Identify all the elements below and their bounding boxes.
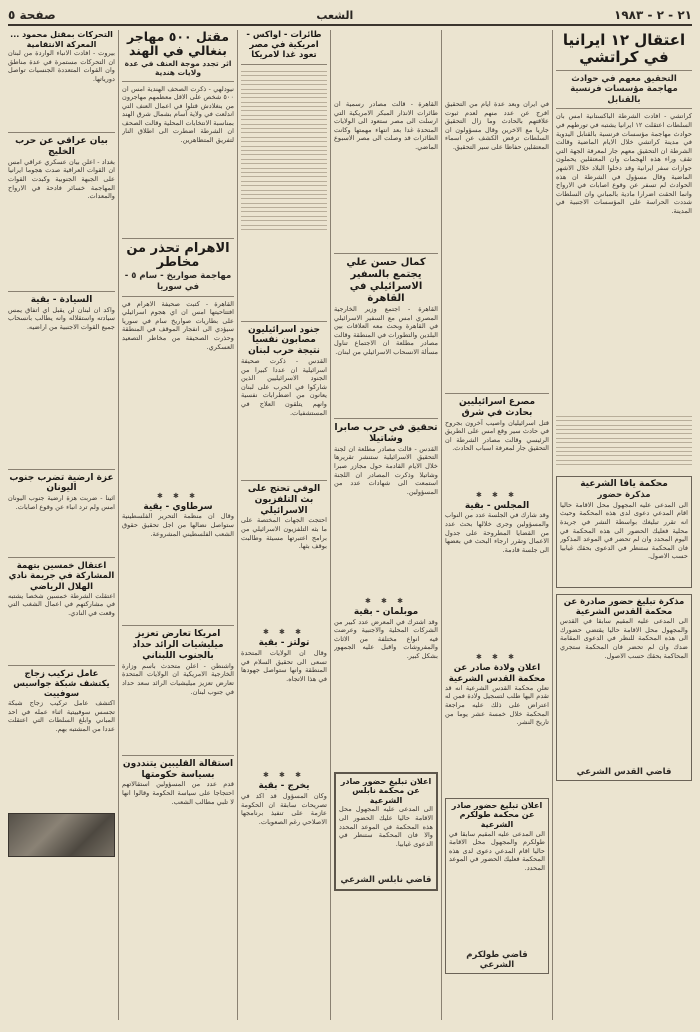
article-iranians: كراتشي - افادت الشرطة الباكستانية امس بان السلطات اعتقلت ١٢ ايرانيا يشتبه في تورطهم في حوادث مهاجمة مؤسسات فرنسية بالقنابل اليدوية في مدينة كراتشي خلال الايام الماضية وقالت الشرطة ان التحقيق معهم جار لمعرفة الجهة التي تقف وراء هذه الهجمات وان المعتقلين يحملون جوازات سفر ايرانية وقد دخلوا البلاد خلال الاشهر الماضية وقال مسؤول في الشرطة ان هذه الحوادث لم تسفر عن وقوع اصابات في الارواح وانما الحقت اضرارا مادية بالمباني وان السلطات شددت الحراسة على المؤسسات الاجنبية في المدينة. [556,112,692,215]
column-3: القاهرة - قالت مصادر رسمية ان طائرات الانذار المبكر الامريكية التي ارسلت الى مصر ستعود الى الولايات المتحدة غدا بعد انتهاء مهمتها وكانت الطائرات قد وصلت الى مصر الاسبوع الماضي. كمال حسن علي يجتمع بالسفير الاسرائيلي في القاهرة القاهرة - اجتمع وزير الخارجية المصري امس مع السفير الاسرائيلي في القاهرة وبحث معه العلاقات بين البلدين والتطورات في المنطقة وقالت مصادر مطلعة ان الاجتماع تناول مسألة الانسحاب الاسرائيلي من لبنان. تحقيق في حرب صابرا وشاتيلا القدس - قالت مصادر مطلعة ان لجنة التحقيق الاسرائيلية ستنشر تقريرها خلال الايام القادمة حول مجازر صبرا وشاتيلا وذكرت المصادر ان اللجنة استمعت الى شهادات عدد من المسؤولين. ✱ ✱ ✱ موبلمان - بقية وقد اشترك في المعرض عدد كبير من الشركات المحلية والاجنبية وعرضت فيه انواع مختلفة من الاثاث والمفروشات واقبل عليه الجمهور بشكل كبير. اعلان تبليغ حضور صادر عن محكمة نابلس الشرعية الى المدعى عليه المجهول محل الاقامة حاليا عليك الحضور الى هذه المحكمة في الموعد المحدد والا فان المحكمة ستنظر في الدعوى غيابيا. قاضي نابلس الشرعي [334,30,438,1020]
article-ahram: القاهرة - كتبت صحيفة الاهرام في افتتاحيتها امس ان اي هجوم اسرائيلي على بطاريات صواريخ سام في سوريا سيؤدي الى انفجار الموقف في المنطقة وحذرت الصحيفة من مخاطر التصعيد العسكري. [122,299,234,351]
article-iraqi-statement: بغداد - اعلن بيان عسكري عراقي امس ان القوات العراقية صدت هجوما ايرانيا على الجبهة الجنوبية وكبدت القوات المهاجمة خسائر فادحة في الارواح والمعدات. [8,157,115,201]
notice-signature: قاضي القدس الشرعي [576,767,672,778]
article-yakhruj: وكان المسؤول قد اكد في تصريحات سابقة ان الحكومة عازمة على تنفيذ برنامجها الاصلاحي رغم الصعوبات. [241,791,327,826]
column-6 [8,30,115,1020]
subhead-sam5: مهاجمة صواريخ - سام ٥ - في سوريا [124,271,232,292]
text-lines [556,412,692,472]
headline-haddad: امريكا تعارض تعزيز ميليشيات الرائد حداد بالجنوب اللبناني [132,629,224,662]
headline-movements: التحركات بمقتل محمود ... المعركة الانتقامية [10,30,113,49]
court-notice-tulkarm [445,798,549,974]
article-kamal-hassan: القاهرة - اجتمع وزير الخارجية المصري امس مع السفير الاسرائيلي في القاهرة وبحث معه العلاقات بين البلدين والتطورات في المنطقة وقالت مصادر مطلعة ان الاجتماع تناول مسألة الانسحاب الاسرائيلي من لبنان. [334,305,438,356]
court-notice-nablus [334,772,438,891]
headline-yakhruj: يخرج - بقية [258,781,310,792]
box-title: محكمة يافا الشرعية [580,479,668,490]
text-lines [241,68,327,318]
article-sovereignty: واكد ان لبنان لن يقبل اي اتفاق يمس سيادته واستقلاله وانه يطالب بانسحاب جميع القوات الاجنبية من اراضيه. [8,305,115,331]
article-continuation: في ايران وبعد عدة ايام من التحقيق افرج عن عدد منهم لعدم ثبوت علاقتهم بالحادث وما زال التحقيق جاريا مع الاخرين وقال مسؤولون ان السلطات ترفض الكشف عن اسماء المعتقلين حفاظا على سير التحقيق. [445,100,549,151]
headline-earthquake: عزة ارضية تضرب جنوب اليونان [9,472,114,494]
box-subtitle: مذكرة حضور [597,490,651,501]
article-earthquake: اثينا - ضربت هزة ارضية جنوب اليونان امس ولم ترد انباء عن وقوع اصابات. [8,494,115,511]
masthead [8,6,692,26]
paper-name: الشعب [316,8,354,22]
article-sartawi: وقال ان منظمة التحرير الفلسطينية ستواصل نضالها من اجل تحقيق حقوق الشعب الفلسطيني المشروعة. [122,512,234,538]
star-divider: ✱ ✱ ✱ [475,490,519,499]
tulkarm-title: اعلان تبليغ حضور صادر عن محكمة طولكرم الشرعية [451,800,543,829]
subhead-bengali: اثر تجدد موجة العنف في عدة ولايات هندية [124,58,232,78]
article-top-continuation: القاهرة - قالت مصادر رسمية ان طائرات الانذار المبكر الامريكية التي ارسلت الى مصر ستعود الى الولايات المتحدة غدا بعد انتهاء مهمتها وكانت الطائرات قد وصلت الى مصر الاسبوع الماضي. [334,100,438,151]
headline-soldiers: جنود اسرائيليون مصابون نفسيا نتيجة حرب لبنان [248,324,320,357]
article-bengali: نيودلهي - ذكرت الصحف الهندية امس ان ٥٠٠ شخص على الاقل معظمهم مهاجرون من بنغلادش قتلوا في اعمال العنف التي اندلعت في ولاية آسام بشمال شرق الهند بمناسبة الانتخابات المحلية وقالت الصحف ان الشرطة اضطرت الى اطلاق النار لتفريق المتظاهرين. [122,84,234,145]
issue-date: ٢١ - ٢ - ١٩٨٣ [614,8,692,22]
tulkarm-signature: قاضي طولكرم الشرعي [466,949,528,971]
headline-hilal-club: اعتقال خمسين بتهمة المشاركة في جريمة نادي الهلال الرياضي [8,561,115,592]
court-notice-jerusalem [556,594,692,781]
article-israelis-killed: قتل اسرائيليان واصيب آخرون بجروح في حادث سير وقع امس على الطريق الرئيسي وقالت مصادر الشرطة ان التحقيق جار لمعرفة اسباب الحادث. [445,418,549,453]
headline-israelis-killed: مصرع اسرائيليين بحادث في شرق [458,397,536,418]
article-movements: بيروت - افادت الانباء الواردة من لبنان ان التحركات مستمرة في عدة مناطق وان القوات المتعددة الجنسيات تواصل دورياتها. [8,49,115,83]
column-4: طائرات - اواكس - امريكية في مصر تعود غدا لامريكا جنود اسرائيليون مصابون نفسيا نتيجة حرب لبنان القدس - ذكرت صحيفة اسرائيلية ان عددا كبيرا من الجنود الاسرائيليين الذين شاركوا في الحرب على لبنان يعانون من اضطرابات نفسية وانهم يتلقون العلاج في المستشفيات. الوفي تحتج على بث التلفزيون الاسرائيلي احتجت الجهات المختصة على ما بثه التلفزيون الاسرائيلي من برامج اعتبرتها مسيئة وطالبت بوقف بثها. ✱ ✱ ✱ تولتز - بقية وقال ان الولايات المتحدة تسعى الى تحقيق السلام في المنطقة وانها ستواصل جهودها في هذا الاتجاه. ✱ ✱ ✱ يخرج - بقية وكان المسؤول قد اكد في تصريحات سابقة ان الحكومة عازمة على تنفيذ برنامجها الاصلاحي رغم الصعوبات. [241,30,327,1020]
subhead-iranians: التحقيق معهم في حوادث مهاجمة مؤسسات فرنسية بالقنابل [570,73,678,105]
headline-council: المجلس - بقية [464,500,530,511]
headline-iranians-arrested: اعتقال ١٢ ايرانيا في كراتشي [562,31,686,67]
article-birth-notice: تعلن محكمة القدس الشرعية انه قد تقدم اليها طلب لتسجيل ولادة فمن له اعتراض على ذلك عليه مراجعة المحكمة خلال خمسة عشر يوما من تاريخ النشر. [445,683,549,727]
tulkarm-body: الى المدعى عليه المقيم سابقا في طولكرم والمجهول محل الاقامة حاليا اقام المدعي دعوى لدى هذه المحكمة فعليك الحضور في الموعد المحدد. [449,829,545,872]
headline-kamal-hassan: كمال حسن علي يجتمع بالسفير الاسرائيلي في القاهرة [346,257,426,304]
headline-sabra-shatila: تحقيق في حرب صابرا وشاتيلا [334,422,438,445]
notice-body: الى المدعى عليه المقيم سابقا في القدس والمجهول محل الاقامة حاليا يقتضي حضورك الى هذه المحكمة للنظر في الدعوى المقامة ضدك وان لم تحضر فان المحكمة ستجري المحاكمة بحقك حسب الاصول. [560,617,688,660]
headline-ahram-warns: الاهرام تحذر من مخاطر [126,240,230,271]
advert-photo [8,813,115,857]
nablus-body: الى المدعى عليه المجهول محل الاقامة حاليا عليك الحضور الى هذه المحكمة في الموعد المحدد والا فان المحكمة ستنظر في الدعوى غيابيا. [339,805,433,848]
notice-title: مذكرة تبليغ حضور صادرة عن محكمة القدس الشرعية [563,596,685,617]
article-sabra-shatila: القدس - قالت مصادر مطلعة ان لجنة التحقيق الاسرائيلية ستنشر تقريرها خلال الايام القادمة حول مجازر صبرا وشاتيلا وذكرت المصادر ان اللجنة استمعت الى شهادات عدد من المسؤولين. [334,444,438,496]
article-spy-network: اكتشف عامل تركيب زجاج شبكة تجسس سوفييتية اثناء عمله في احد المباني وابلغ السلطات التي اعتقلت عددا من المشتبه بهم. [8,699,115,734]
court-box-yafa [556,476,692,587]
column-5: مقتل ٥٠٠ مهاجر بنغالي في الهند اثر تجدد موجة العنف في عدة ولايات هندية نيودلهي - ذكرت الصحف الهندية امس ان ٥٠٠ شخص على الاقل معظمهم مهاجرون من بنغلادش قتلوا في اعمال العنف التي اندلعت في ولاية آسام بشمال شرق الهند بمناسبة الانتخابات المحلية وقالت الصحف ان الشرطة اضطرت الى اطلاق النار لتفريق المتظاهرين. الاهرام تحذر من مخاطر مهاجمة صواريخ - سام ٥ - في سوريا القاهرة - كتبت صحيفة الاهرام في افتتاحيتها امس ان اي هجوم اسرائيلي على بطاريات صواريخ سام في سوريا سيؤدي الى انفجار الموقف في المنطقة وحذرت الصحيفة من مخاطر التصعيد العسكري. ✱ ✱ ✱ سرطاوي - بقية وقال ان منظمة التحرير الفلسطينية ستواصل نضالها من اجل تحقيق حقوق الشعب الفلسطيني المشروعة. امريكا تعارض تعزيز ميليشيات الرائد حداد بالجنوب اللبناني واشنطن - اعلن متحدث باسم وزارة الخارجية الامريكية ان الولايات المتحدة تعارض تعزيز ميليشيات الرائد سعد حداد في جنوب لبنان. استقالة القليبين يتنددون بسياسة حكومتها قدم عدد من المسؤولين استقالاتهم احتجاجا على سياسة الحكومة وقالوا انها لا تلبي مطالب الشعب. [122,30,234,1020]
column-1 [556,30,692,1020]
page-number: صفحة ٥ [8,8,56,22]
column-2: في ايران وبعد عدة ايام من التحقيق افرج عن عدد منهم لعدم ثبوت علاقتهم بالحادث وما زال التحقيق جاريا مع الاخرين وقال مسؤولون ان السلطات ترفض الكشف عن اسماء المعتقلين حفاظا على سير التحقيق. مصرع اسرائيليين بحادث في شرق قتل اسرائيليان واصيب آخرون بجروح في حادث سير وقع امس على الطريق الرئيسي وقالت مصادر الشرطة ان التحقيق جار لمعرفة اسباب الحادث. ✱ ✱ ✱ المجلس - بقية وقد شارك في الجلسة عدد من النواب والمسؤولين وجرى خلالها بحث عدد من القضايا المطروحة على جدول الاعمال وتقرر ارجاء البحث في بعضها الى جلسة قادمة. ✱ ✱ ✱ اعلان ولادة صادر عن محكمة القدس الشرعية تعلن محكمة القدس الشرعية انه قد تقدم اليها طلب لتسجيل ولادة فمن له اعتراض على ذلك عليه مراجعة المحكمة خلال خمسة عشر يوما من تاريخ النشر. اعلان تبليغ حضور صادر عن محكمة طولكرم الشرعية الى المدعى عليه المقيم سابقا في طولكرم والمجهول محل الاقامة حاليا اقام المدعي دعوى لدى هذه المحكمة فعليك الحضور في الموعد المحدد. قاضي طولكرم الشرعي [445,30,549,1020]
article-resignation: قدم عدد من المسؤولين استقالاتهم احتجاجا على سياسة الحكومة وقالوا انها لا تلبي مطالب الشعب. [122,780,234,806]
article-shultz: وقال ان الولايات المتحدة تسعى الى تحقيق السلام في المنطقة وانها ستواصل جهودها في هذا الاتجاه. [241,649,327,683]
headline-shultz: تولتز - بقية [258,638,310,649]
headline-bengali-killed: مقتل ٥٠٠ مهاجر بنغالي في الهند [126,30,230,59]
article-hilal-club: اعتقلت الشرطة خمسين شخصا يشتبه في مشاركتهم في اعمال الشغب التي وقعت في النادي. [8,591,115,617]
article-council: وقد شارك في الجلسة عدد من النواب والمسؤولين وجرى خلالها بحث عدد من القضايا المطروحة على جدول الاعمال وتقرر ارجاء البحث في بعضها الى جلسة قادمة. [445,511,549,554]
headline-sovereignty: السيادة - بقية [30,294,93,305]
article-furniture: وقد اشترك في المعرض عدد كبير من الشركات المحلية والاجنبية وعرضت فيه انواع مختلفة من الاثاث والمفروشات واقبل عليه الجمهور بشكل كبير. [334,617,438,660]
article-tv-protest: احتجت الجهات المختصة على ما بثه التلفزيون الاسرائيلي من برامج اعتبرتها مسيئة وطالبت بوقف بثها. [241,516,327,551]
headline-spy-network: عامل تركيب زجاج يكتشف شبكة جواسيس سوفييت [13,668,110,700]
nablus-signature: قاضي نابلس الشرعي [340,875,432,886]
box-body: الى المدعى عليه المجهول محل الاقامة حاليا اقام المدعي دعوى لدى هذه المحكمة وحيث انه تقرر تبليغك بواسطة النشر في جريدة محلية فعليك الحضور الى هذه المحكمة في اليوم المحدد وان لم تحضر في الموعد المذكور فان المحكمة ستنظر في الدعوى بحقك غيابيا حسب الاصول. [560,500,688,561]
headline-birth-notice: اعلان ولادة صادر عن محكمة القدس الشرعية [448,663,546,684]
headline-sartawi: سرطاوي - بقية [143,501,213,512]
newspaper-page [8,6,692,1026]
article-soldiers: القدس - ذكرت صحيفة اسرائيلية ان عددا كبيرا من الجنود الاسرائيليين الذين شاركوا في الحرب على لبنان يعانون من اضطرابات نفسية وانهم يتلقون العلاج في المستشفيات. [241,356,327,417]
headline-tv-protest: الوفي تحتج على بث التلفزيون الاسرائيلي [247,483,321,516]
headline-resignation: استقالة القليبين يتنددون بسياسة حكومتها [122,758,234,780]
headline-awacs: طائرات - اواكس - امريكية في مصر تعود غدا لامريكا [246,30,322,61]
headline-iraqi-statement: بيان عراقي عن حرب الخليج [15,136,108,157]
nablus-title: اعلان تبليغ حضور صادر عن محكمة نابلس الشرعية [340,776,432,805]
article-haddad: واشنطن - اعلن متحدث باسم وزارة الخارجية الامريكية ان الولايات المتحدة تعارض تعزيز ميليشيات الرائد سعد حداد في جنوب لبنان. [122,661,234,696]
headline-furniture: موبلمان - بقية [353,606,419,617]
